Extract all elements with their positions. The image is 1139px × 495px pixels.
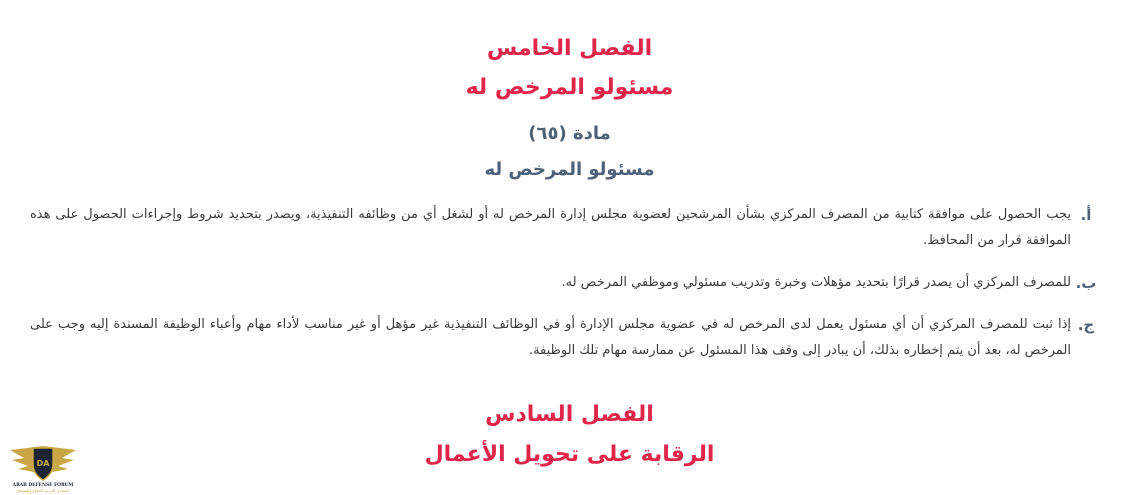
logo-text: ARAB DEFENSE FORUM — [12, 483, 74, 488]
clause-c — [30, 312, 1101, 364]
clause-text: للمصرف المركزي أن يصدر قرارًا بتحديد مؤهلات وخبرة وتدريب مسئولي وموظفي المرخص له. — [561, 275, 1071, 290]
clause-marker: ج. — [1077, 316, 1095, 334]
clause-marker: ب. — [1075, 274, 1097, 292]
clause-text: يجب الحصول على موافقة كتابية من المصرف المركزي بشأن المرشحين لعضوية مجلس إدارة المرخص له أو لشغل أي من وظائفه التنفيذية، ويصدر بتحديد شروط وإجراءات الحصول على هذه الموافقة قرار من المحافظ. — [30, 207, 1071, 248]
chapter-6-subtitle: الرقابة على تحويل الأعمال — [424, 442, 715, 467]
clause-a — [30, 202, 1101, 254]
svg-text:DA: DA — [36, 459, 50, 468]
article-65-number: مادة (٦٥) — [528, 123, 611, 144]
article-65-title: مسئولو المرخص له — [484, 159, 655, 180]
clause-marker: أ. — [1080, 206, 1092, 224]
logo-subtext: المنتدى العربي للدفاع والتسليح — [17, 488, 69, 493]
chapter-6-title: الفصل السادس — [485, 402, 654, 427]
forum-logo-emblem — [4, 438, 82, 495]
chapter-5-subtitle: مسئولو المرخص له — [465, 75, 674, 100]
chapter-5-title: الفصل الخامس — [486, 36, 653, 61]
clause-b — [30, 270, 1101, 296]
forum-logo — [4, 438, 82, 495]
clause-text: إذا ثبت للمصرف المركزي أن أي مسئول يعمل لدى المرخص له في عضوية مجلس الإدارة أو في الوظائف التنفيذية غير مؤهل أو غير مناسب لأداء مهام وأعباء الوظيفة المسندة إليه وجب على المرخص له، بعد أن يتم إخطاره بذلك، أن يبادر إلى وقف هذا المسئول عن ممارسة مهام تلك الوظيفة. — [30, 317, 1071, 358]
